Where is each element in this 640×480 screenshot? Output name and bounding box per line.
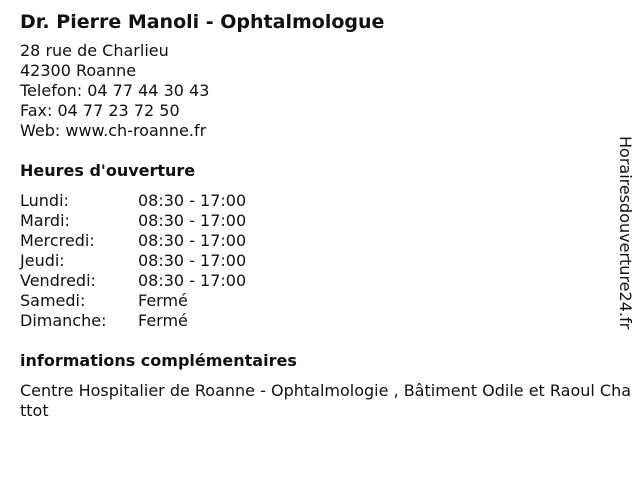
- hours-day: Samedi:: [20, 291, 86, 310]
- hours-time: 08:30 - 17:00: [138, 251, 247, 270]
- hours-row-friday: [20, 271, 616, 291]
- hours-list: [20, 191, 616, 331]
- hours-row-tuesday: [20, 211, 616, 231]
- hours-heading: Heures d'ouverture: [20, 161, 196, 180]
- hours-day: Mardi:: [20, 211, 70, 230]
- hours-row-saturday: [20, 291, 616, 311]
- page-title: Dr. Pierre Manoli - Ophtalmologue: [20, 11, 385, 33]
- hours-row-monday: [20, 191, 616, 211]
- hours-day: Vendredi:: [20, 271, 96, 290]
- hours-day: Lundi:: [20, 191, 69, 210]
- info-heading: informations complémentaires: [20, 351, 297, 370]
- hours-day: Dimanche:: [20, 311, 107, 330]
- hours-time: 08:30 - 17:00: [138, 231, 247, 250]
- side-watermark: Horairesdouverture24.fr: [616, 136, 635, 330]
- hours-row-wednesday: [20, 231, 616, 251]
- hours-row-thursday: [20, 251, 616, 271]
- web-line: Web: www.ch-roanne.fr: [20, 121, 207, 140]
- street-line: 28 rue de Charlieu: [20, 41, 169, 60]
- hours-time: 08:30 - 17:00: [138, 191, 247, 210]
- city-line: 42300 Roanne: [20, 61, 137, 80]
- phone-line: Telefon: 04 77 44 30 43: [20, 81, 210, 100]
- hours-time: 08:30 - 17:00: [138, 271, 247, 290]
- info-text: Centre Hospitalier de Roanne - Ophtalmologie , Bâtiment Odile et Raoul Chattot: [20, 381, 632, 420]
- hours-time: Fermé: [138, 291, 188, 310]
- hours-time: Fermé: [138, 311, 188, 330]
- fax-line: Fax: 04 77 23 72 50: [20, 101, 180, 120]
- hours-day: Jeudi:: [20, 251, 65, 270]
- hours-time: 08:30 - 17:00: [138, 211, 247, 230]
- hours-row-sunday: [20, 311, 616, 331]
- address-block: [20, 41, 616, 141]
- hours-day: Mercredi:: [20, 231, 95, 250]
